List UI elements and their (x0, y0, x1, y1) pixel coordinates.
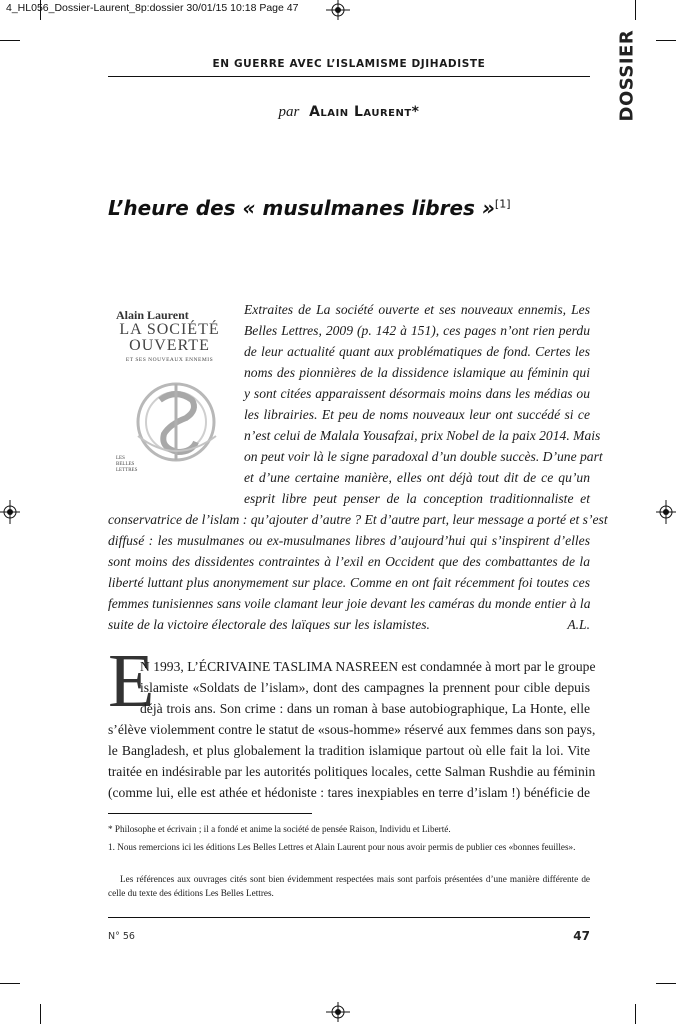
cover-author: Alain Laurent (116, 308, 189, 322)
page-number: 47 (573, 929, 590, 943)
intro-line: de leur actualité quant aux problématiques de fond. Certes les (244, 344, 590, 359)
footnote: * Philosophe et écrivain ; il a fondé et anime la société de pensée Raison, Individu et Liberté. (108, 824, 451, 834)
cover-title-line: OUVERTE (129, 337, 210, 354)
registration-mark-icon (656, 500, 676, 524)
dossier-tab: DOSSIER (616, 29, 638, 122)
intro-line: y sont citées apparaissent désormais moins dans les médias ou (244, 386, 590, 401)
drop-cap: E (108, 639, 155, 723)
cover-publisher: LES BELLES LETTRES (116, 456, 138, 473)
intro-line: diffusé : les musulmanes ou ex-musulmanes libres d’aujourd’hui qui s’inspirent d’elles (108, 533, 590, 548)
footer-rule (108, 917, 590, 918)
intro-line: femmes tunisiennes sans voile clamant leur joie devant les caméras du monde entier à la (108, 596, 591, 611)
body-line: (comme lui, elle est athée et hédoniste : tares inexpiables en terre d’islam !) bénéficie de (108, 785, 590, 800)
crop-mark (0, 40, 20, 41)
book-cover-image (108, 306, 231, 482)
article-title: L’heure des « musulmanes libres »[1] (108, 196, 511, 220)
intro-line: liberté luttant plus anonymement sur place. Comme en ont fait récemment foi toutes ces (108, 575, 590, 590)
author-name: Alain Laurent* (309, 104, 420, 120)
cover-emblem-icon (130, 370, 228, 470)
byline-prefix: par (278, 104, 300, 120)
body-line: N 1993, L’ÉCRIVAINE TASLIMA NASREEN est condamnée à mort par le groupe (140, 659, 596, 674)
body-line: islamiste «Soldats de l’islam», dont des campagnes la prennent pour cible depuis (140, 680, 590, 695)
cover-subtitle: ET SES NOUVEAUX ENNEMIS (125, 357, 214, 363)
body-line: traitée en indésirable par les autorités politiques locales, cette Salman Rushdie au féminin (108, 764, 596, 779)
crop-mark (656, 40, 676, 41)
footnote: 1. Nous remercions ici les éditions Les Belles Lettres et Alain Laurent pour nous avoir permis de publier ces «bonnes feuilles». (108, 842, 576, 852)
registration-mark-icon (0, 500, 20, 524)
crop-mark (0, 983, 20, 984)
header-rule (108, 76, 590, 77)
registration-mark-icon (326, 0, 350, 20)
issue-number: N° 56 (108, 931, 135, 942)
intro-line: Extraites de La société ouverte et ses nouveaux ennemis, Les (244, 302, 590, 317)
cover-title-line: LA SOCIÉTÉ (119, 321, 220, 338)
body-line: déjà trois ans. Son crime : dans un roman à base autobiographique, La Honte, elle (140, 701, 590, 716)
registration-mark-icon (326, 1002, 350, 1022)
intro-line: n’est celui de Malala Yousafzai, prix Nobel de la paix 2014. Mais (244, 428, 601, 443)
crop-mark (40, 1004, 41, 1024)
crop-mark (635, 0, 636, 20)
intro-line: suite de la victoire électorale des laïques sur les islamistes. A.L. (108, 615, 590, 636)
print-slug: 4_HL056_Dossier-Laurent_8p:dossier 30/01/15 10:18 Page 47 (6, 2, 299, 14)
intro-line: sont moins des dissidentes contraintes à l’exil en Occident que des combattantes de la (108, 554, 590, 569)
section-header: EN GUERRE AVEC L’ISLAMISME DJIHADISTE (212, 58, 486, 70)
intro-line: esprit libre peut penser de la conception traditionnaliste et (244, 491, 590, 506)
intro-initials: A.L. (567, 617, 590, 632)
intro-line: et d’une certaine manière, elles ont déjà tout dit de ce qu’un (244, 470, 590, 485)
crop-mark (635, 1004, 636, 1024)
byline (108, 104, 590, 121)
title-footnote-ref: [1] (494, 197, 511, 211)
body-line: le Bangladesh, et plus globalement la tradition islamique partout où elle fait la loi. Vite (108, 743, 590, 758)
crop-mark (656, 983, 676, 984)
intro-line: on peut voir là le signe paradoxal d’un double succès. D’une part (244, 449, 603, 464)
body-line: s’élève violemment contre le statut de «sous-homme» réservé aux femmes dans son pays, (108, 722, 596, 737)
intro-line: Belles Lettres, 2009 (p. 142 à 151), ces pages n’ont rien perdu (244, 323, 590, 338)
intro-line: noms des pionnières de la dissidence islamique au féminin qui (244, 365, 590, 380)
footnote-rule (108, 813, 312, 814)
intro-line: les librairies. Et peu de noms nouveaux leur ont succédé si ce (244, 407, 590, 422)
intro-line: conservatrice de l’islam : qu’ajouter d’autre ? Et d’autre part, leur message a porté et s’est (108, 512, 608, 527)
footnote: Les références aux ouvrages cités sont bien évidemment respectées mais sont parfois présentées d’une manière différente de celle du texte des éditions Les Belles Lettres. (108, 874, 590, 898)
